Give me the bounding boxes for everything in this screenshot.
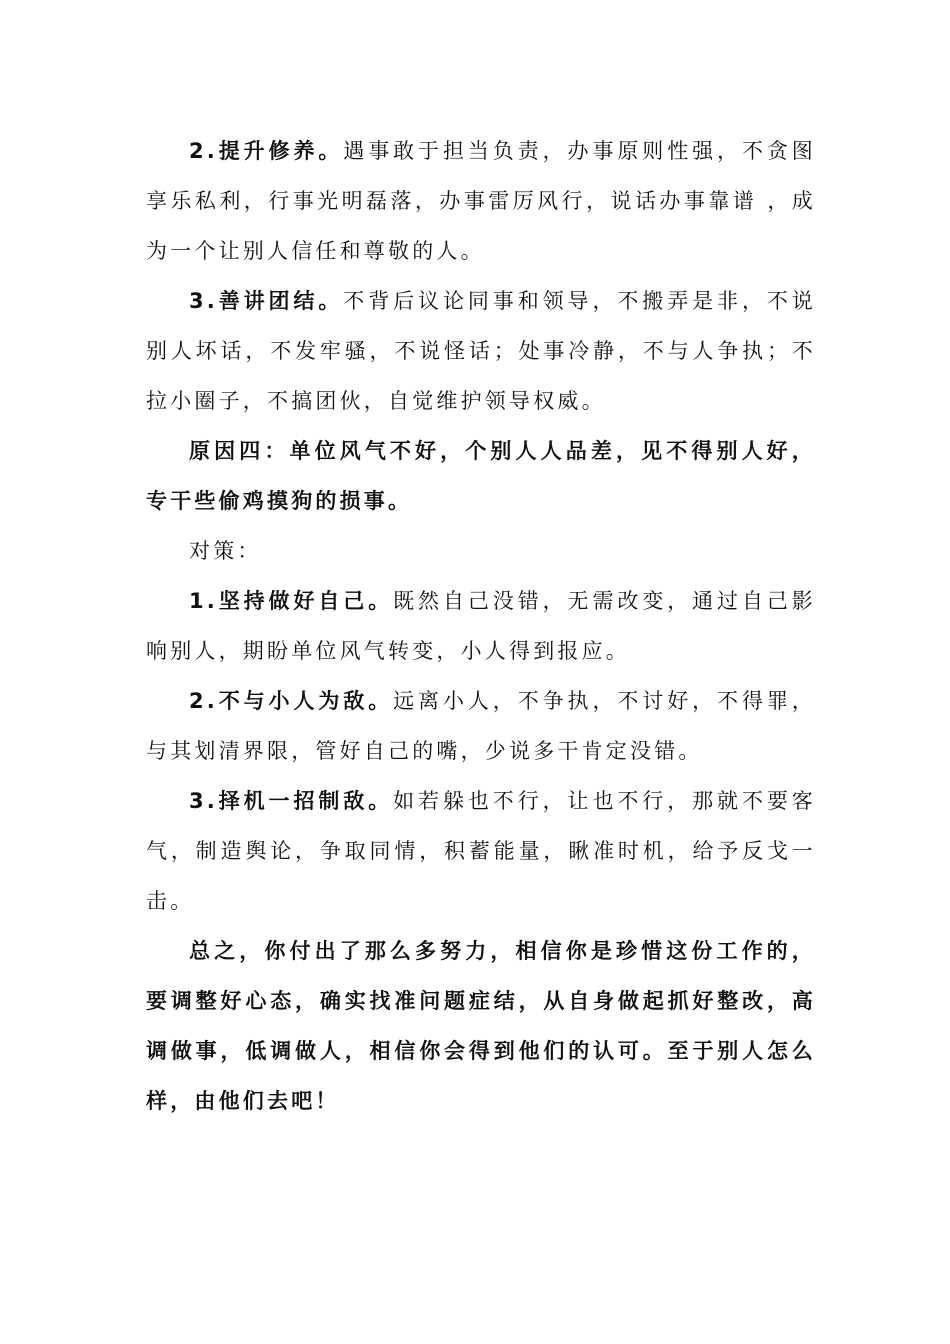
paragraph-heading: 1.坚持做好自己。 bbox=[189, 589, 394, 613]
paragraph-countermeasures-label: 对策： bbox=[189, 539, 262, 563]
paragraph-body: 如若躲也不行，让也不行，那就不要客气，制造舆论，争取同情，积蓄能量，瞅准时机，给予反戈一击。 bbox=[146, 789, 816, 913]
paragraph-body: 既然自己没错，无需改变，通过自己影响别人，期盼单位风气转变，小人得到报应。 bbox=[146, 589, 816, 663]
paragraph-strike-back bbox=[146, 776, 816, 926]
paragraph-no-enemies bbox=[146, 676, 816, 776]
paragraph-heading: 3.择机一招制敌。 bbox=[189, 789, 394, 813]
paragraph-reason-four: 原因四：单位风气不好，个别人人品差，见不得别人好，专干些偷鸡摸狗的损事。 bbox=[146, 439, 816, 513]
paragraph-be-yourself bbox=[146, 576, 816, 676]
paragraph-body: 遇事敢于担当负责，办事原则性强，不贪图享乐私利，行事光明磊落，办事雷厉风行，说话办事靠谱 ，成为一个让别人信任和尊敬的人。 bbox=[146, 139, 816, 263]
paragraph-body: 远离小人，不争执，不讨好，不得罪，与其划清界限，管好自己的嘴，少说多干肯定没错。 bbox=[146, 689, 816, 763]
paragraph-improve-cultivation bbox=[146, 126, 816, 276]
paragraph-heading: 3.善讲团结。 bbox=[189, 289, 344, 313]
paragraph-heading: 2.提升修养。 bbox=[189, 139, 344, 163]
paragraph-unity bbox=[146, 276, 816, 426]
paragraph-heading: 2.不与小人为敌。 bbox=[189, 689, 394, 713]
paragraph-conclusion: 总之，你付出了那么多努力，相信你是珍惜这份工作的，要调整好心态，确实找准问题症结，从自身做起抓好整改，高调做事，低调做人，相信你会得到他们的认可。至于别人怎么样，由他们去吧！ bbox=[146, 939, 816, 1113]
paragraph-body: 不背后议论同事和领导，不搬弄是非，不说别人坏话，不发牢骚，不说怪话；处事冷静，不与人争执；不拉小圈子，不搞团伙，自觉维护领导权威。 bbox=[146, 289, 816, 413]
document-page bbox=[146, 126, 816, 1126]
